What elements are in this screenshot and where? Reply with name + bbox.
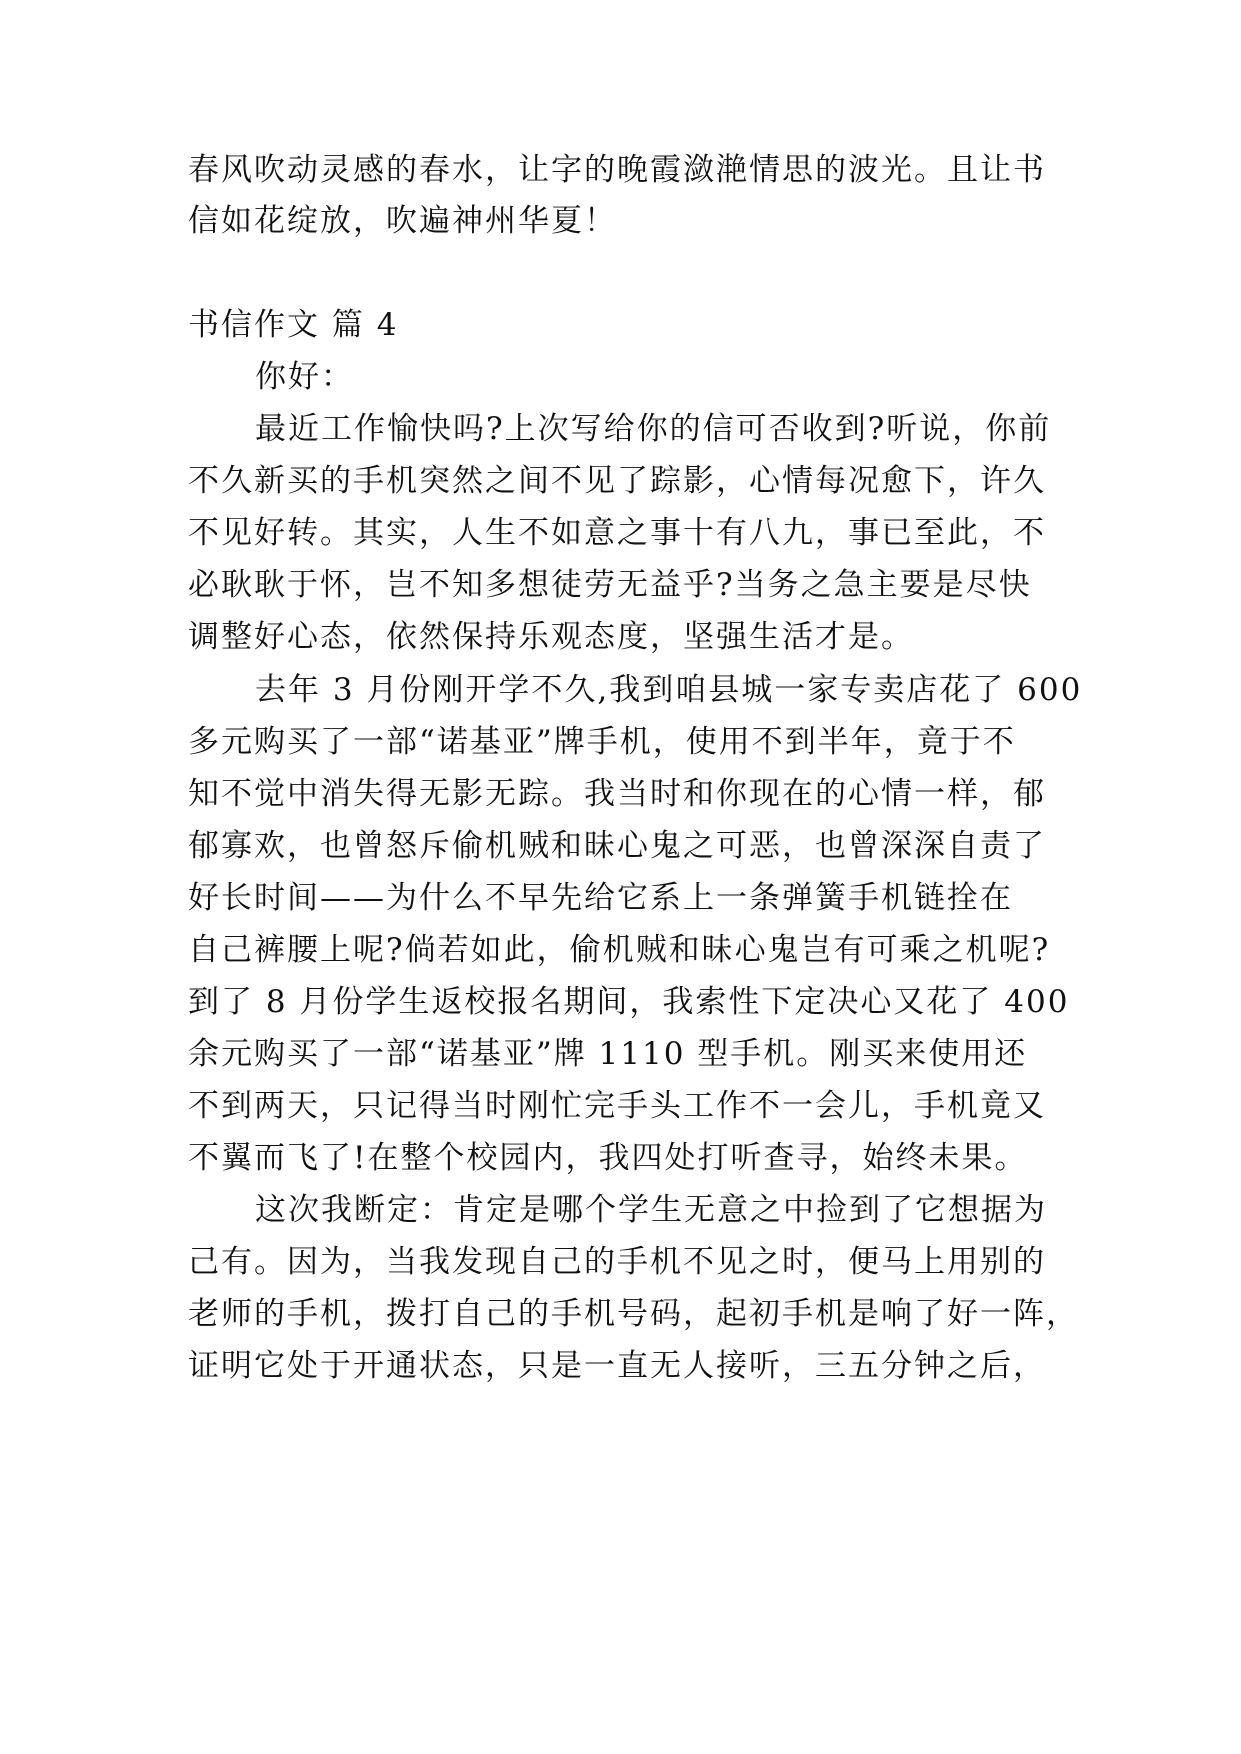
- paragraph-line: 调整好心态，依然保持乐观态度，坚强生活才是。: [188, 619, 914, 655]
- paragraph-line: 余元购买了一部“诺基亚”牌 1110 型手机。刚买来使用还: [188, 1036, 1028, 1072]
- paragraph-line: 去年 3 月份刚开学不久,我到咱县城一家专卖店花了 600: [255, 672, 1083, 708]
- paragraph-line: 多元购买了一部“诺基亚”牌手机，使用不到半年，竟于不: [188, 724, 1016, 760]
- paragraph-line: 不到两天，只记得当时刚忙完手头工作不一会儿，手机竟又: [188, 1088, 1046, 1124]
- paragraph-line: 自己裤腰上呢?倘若如此，偷机贼和昧心鬼岂有可乘之机呢?: [188, 932, 1051, 968]
- letter-greeting: 你好：: [255, 359, 354, 395]
- paragraph-line: 郁寡欢，也曾怒斥偷机贼和昧心鬼之可恶，也曾深深自责了: [188, 828, 1046, 864]
- paragraph-line: 必耿耿于怀，岂不知多想徒劳无益乎?当务之急主要是尽快: [188, 567, 1032, 603]
- intro-line: 春风吹动灵感的春水，让字的晚霞潋滟情思的波光。且让书: [188, 152, 1046, 188]
- paragraph-line: 知不觉中消失得无影无踪。我当时和你现在的心情一样，郁: [188, 776, 1046, 812]
- paragraph-line: 到了 8 月份学生返校报名期间，我索性下定决心又花了 400: [188, 984, 1070, 1020]
- section-title: 书信作文 篇 4: [188, 307, 399, 343]
- intro-line: 信如花绽放，吹遍神州华夏！: [188, 203, 617, 239]
- paragraph-line: 最近工作愉快吗?上次写给你的信可否收到?听说，你前: [255, 411, 1052, 447]
- paragraph-line: 老师的手机，拨打自己的手机号码，起初手机是响了好一阵，: [188, 1296, 1079, 1332]
- paragraph-line: 不见好转。其实，人生不如意之事十有八九，事已至此，不: [188, 515, 1046, 551]
- paragraph-line: 不久新买的手机突然之间不见了踪影，心情每况愈下，许久: [188, 463, 1046, 499]
- paragraph-line: 这次我断定：肯定是哪个学生无意之中捡到了它想据为: [255, 1192, 1047, 1228]
- paragraph-line: 证明它处于开通状态，只是一直无人接听，三五分钟之后，: [188, 1348, 1046, 1384]
- paragraph-line: 己有。因为，当我发现自己的手机不见之时，便马上用别的: [188, 1244, 1046, 1280]
- paragraph-line: 好长时间——为什么不早先给它系上一条弹簧手机链拴在: [188, 880, 1013, 916]
- paragraph-line: 不翼而飞了!在整个校园内，我四处打听查寻，始终未果。: [188, 1140, 1028, 1176]
